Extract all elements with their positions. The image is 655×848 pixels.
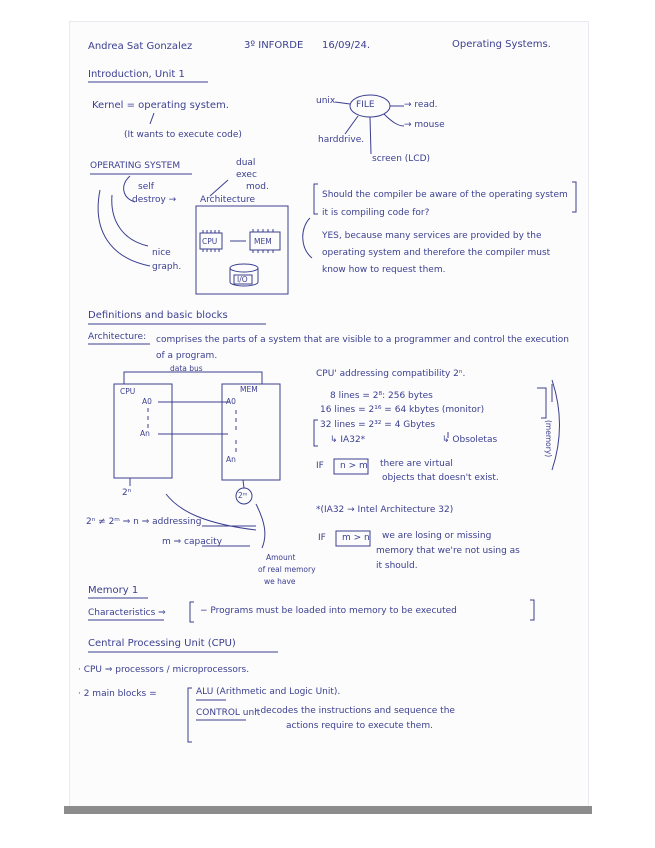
amount-label-1: Amount [266,553,296,562]
mem-a0-label: A0 [226,397,236,406]
two-m-label: 2ᵐ [238,491,248,500]
if1-text-2: objects that doesn't exist. [382,473,499,483]
dual-label: dual [236,158,256,168]
os-title: OPERATING SYSTEM [90,161,181,171]
if2-box-text: m > n [342,533,370,543]
data-bus-line [124,372,262,384]
dual-exec-arrow [210,180,228,196]
unix-arrow [335,102,350,104]
mod-label: mod. [246,182,269,192]
file-label: FILE [356,100,375,110]
control-unit-text-2: actions require to execute them. [286,721,433,731]
capability-line-16: 16 lines = 2¹⁶ = 64 kbytes (monitor) [320,405,485,415]
graph-label: graph. [152,262,182,272]
file-screen-label: screen (LCD) [372,154,431,164]
if1-text-1: there are virtual [380,459,453,469]
cpu-box-label: CPU [120,387,136,396]
self-label: self [138,182,154,192]
definitions-title: Definitions and basic blocks [88,310,228,321]
file-mouse-label: → mouse [404,120,445,130]
subject-label: Operating Systems. [452,39,551,50]
ia32-note: *(IA32 → Intel Architecture 32) [316,505,454,515]
capability-line-32: 32 lines = 2³² = 4 Gbytes [320,420,436,430]
mem-chip-label: MEM [254,237,272,246]
io-label: I/O [237,275,248,284]
screen-arrow [370,117,371,154]
cpu-section-title: Central Processing Unit (CPU) [88,638,236,649]
control-unit-label: CONTROL unit [196,708,261,718]
capacity-arrow [256,504,265,548]
date-label: 16/09/24. [322,40,371,51]
nice-label: nice [152,248,171,258]
cpu-bullet-1: · CPU ⇒ processors / microprocessors. [78,665,250,675]
data-bus-label: data bus [170,364,203,373]
io-disk-icon [230,264,258,272]
architecture-label: Architecture [200,195,256,205]
architecture-definition: comprises the parts of a system that are visible to a programmer and control the execution of a program. [156,335,569,361]
ia32-label: ↳ IA32* [330,435,366,445]
file-unix-label: unix [316,96,336,106]
exec-label: exec [236,170,257,180]
mouse-arrow [384,114,404,126]
harddrive-arrow [345,116,358,134]
addressing-line: 2ⁿ ≠ 2ᵐ ⇒ n ⇒ addressing [86,517,202,527]
memory-characteristic: − Programs must be loaded into memory to be executed [200,606,457,616]
characteristics-label: Characteristics ⇒ [88,608,166,618]
if2-text-1: we are losing or missing [382,531,492,541]
two-n-label: 2ⁿ [122,488,132,498]
if1-box-text: n > m [340,461,368,471]
if2-text-2: memory that we're not using as [376,546,520,556]
cpu-bullet-2: · 2 main blocks = [78,689,157,699]
kernel-note: (It wants to execute code) [124,130,242,140]
main-blocks-bracket [188,688,192,742]
file-read-label: → read. [404,100,438,110]
amount-label-3: we have [264,577,296,586]
mem-box-label: MEM [240,385,258,394]
capability-title: CPU' addressing compatibility 2ⁿ. [316,369,466,379]
control-unit-text-1: › decodes the instructions and sequence the [254,706,455,716]
compiler-answer: YES, because many services are provided by the operating system and therefore the compiler must know how to request them. [322,231,551,275]
cpu-a0-label: A0 [142,397,152,406]
memory-rotated-label: (memory) [544,420,553,458]
if2-text-3: it should. [376,561,418,571]
file-harddrive-label: harddrive. [318,135,365,145]
memory-paren [552,380,560,470]
cpu-chip-label: CPU [202,237,218,246]
obsolete-label: ↳ Obsoletas [442,435,498,445]
memory-title: Memory 1 [88,585,139,596]
architecture-term: Architecture: [88,332,147,342]
if1-keyword: IF [316,461,324,471]
alu-definition: ALU (Arithmetic and Logic Unit). [196,687,341,697]
kernel-arrow [150,113,154,124]
capability-line-8: 8 lines = 2⁸: 256 bytes [330,391,433,401]
kernel-definition: Kernel = operating system. [92,100,229,111]
amount-label-2: of real memory [258,565,316,574]
course-label: 3º INFORDE [244,40,304,51]
intro-title: Introduction, Unit 1 [88,69,185,80]
compiler-question: Should the compiler be aware of the operating system it is compiling code for? [322,190,568,218]
destroy-label: destroy → [132,195,177,205]
author-name: Andrea Sat Gonzalez [88,41,193,52]
mem-an-label: An [226,455,236,464]
cpu-an-label: An [140,429,150,438]
question-brace [303,218,312,258]
capacity-line: m ⇒ capacity [162,537,223,547]
if2-keyword: IF [318,533,326,543]
